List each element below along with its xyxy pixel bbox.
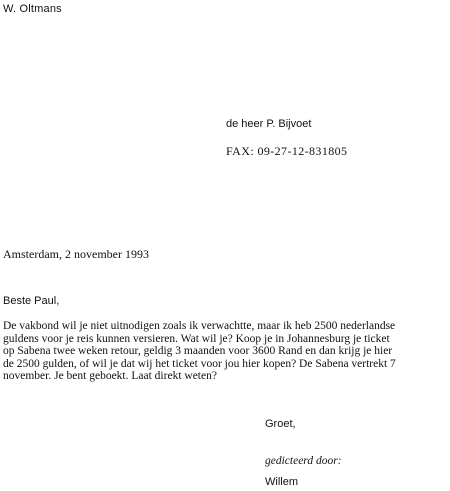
dictated-by: gedicteerd door: <box>265 455 342 467</box>
fax-number: FAX: 09-27-12-831805 <box>226 144 348 158</box>
signatory: Willem <box>265 476 298 488</box>
body-line: guldens voor je reis kunnen versieren. Wat wil je? Koop je in Johannesburg je ticket <box>3 332 390 345</box>
body-line: de 2500 gulden, of wil je dat wij het ticket voor jou hier kopen? De Sabena vertrekt 7 <box>3 357 396 370</box>
addressee: de heer P. Bijvoet <box>226 118 312 130</box>
body-line: op Sabena twee weken retour, geldig 3 maanden voor 3600 Rand en dan krijg je hier <box>3 345 393 357</box>
closing: Groet, <box>265 418 296 430</box>
sender-name: W. Oltmans <box>3 3 62 15</box>
body-line: De vakbond wil je niet uitnodigen zoals ik verwachtte, maar ik heb 2500 nederlandse <box>3 320 396 332</box>
salutation: Beste Paul, <box>3 295 60 307</box>
letter-body <box>3 320 448 383</box>
body-line: november. Je bent geboekt. Laat direkt weten? <box>3 370 217 382</box>
date-line: Amsterdam, 2 november 1993 <box>3 247 149 261</box>
